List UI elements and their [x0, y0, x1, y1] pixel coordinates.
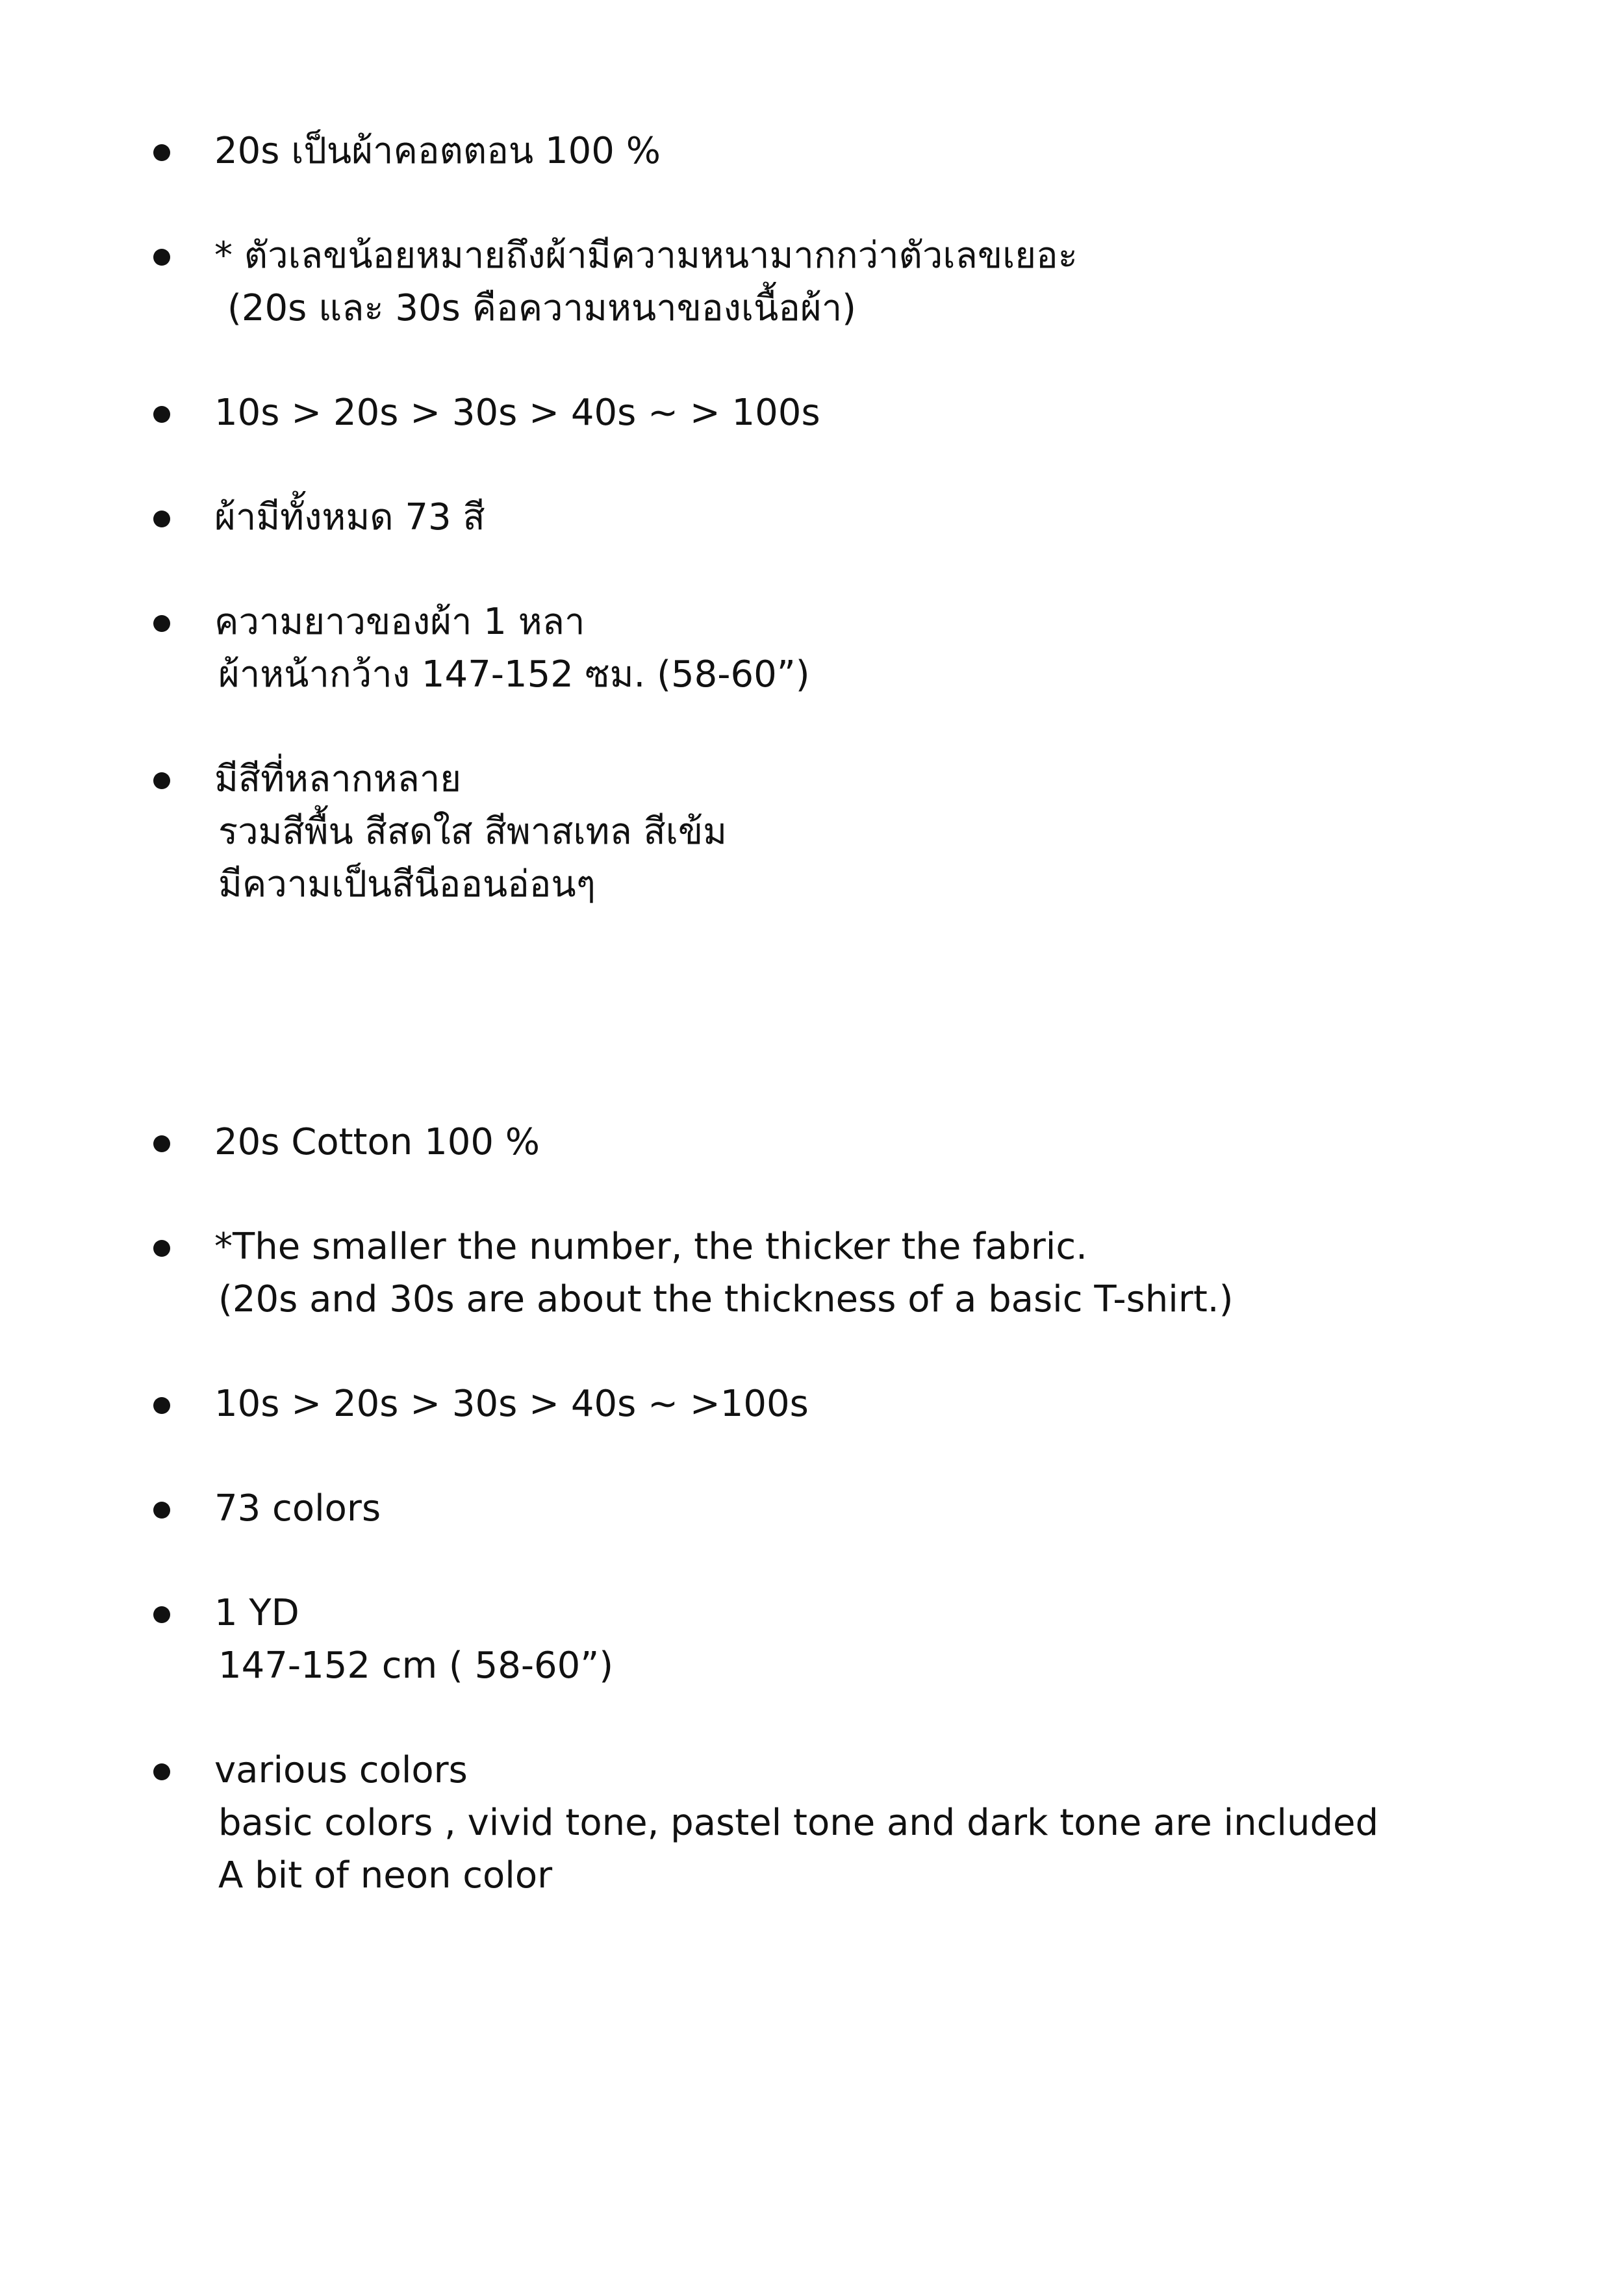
list-item-text: 1 YD — [214, 1592, 299, 1634]
list-item-text: ความยาวของผ้า 1 หลา — [214, 601, 585, 643]
list-item-text: มีความเป็นสีนีออนอ่อนๆ — [218, 863, 596, 905]
list-item — [0, 1378, 1624, 1430]
list-item — [0, 1116, 1624, 1168]
bullet-icon — [153, 1135, 170, 1152]
bullet-icon — [153, 772, 170, 789]
list-item-text: ผ้าหน้ากว้าง 147-152 ซม. (58-60”) — [218, 653, 810, 696]
list-item-text: 10s > 20s > 30s > 40s ~ > 100s — [214, 392, 820, 434]
bullet-icon — [153, 615, 170, 632]
list-item-text: (20s and 30s are about the thickness of a basic T-shirt.) — [218, 1278, 1234, 1320]
thai-bullet-list — [0, 125, 1624, 911]
list-item-text: 20s Cotton 100 % — [214, 1121, 540, 1163]
list-item-text: ผ้ามีทั้งหมด 73 สี — [214, 496, 485, 538]
english-bullet-list — [0, 1116, 1624, 1902]
list-item — [0, 1482, 1624, 1535]
list-item-text: 73 colors — [214, 1487, 381, 1530]
list-item-text: * ตัวเลขน้อยหมายถึงผ้ามีความหนามากกว่าตัวเลขเยอะ — [214, 234, 1078, 277]
list-item — [0, 229, 1624, 334]
bullet-icon — [153, 1763, 170, 1780]
list-item — [0, 1744, 1624, 1902]
list-item-text: 10s > 20s > 30s > 40s ~ >100s — [214, 1383, 809, 1425]
bullet-icon — [153, 144, 170, 161]
list-item — [0, 753, 1624, 911]
list-item-text: (20s และ 30s คือความหนาของเนื้อผ้า) — [227, 287, 857, 329]
bullet-icon — [153, 1240, 170, 1257]
list-item — [0, 1220, 1624, 1326]
list-item — [0, 125, 1624, 177]
list-item — [0, 596, 1624, 701]
list-item-text: basic colors , vivid tone, pastel tone and dark tone are included — [218, 1802, 1378, 1844]
bullet-icon — [153, 406, 170, 423]
list-item-text: 20s เป็นผ้าคอตตอน 100 % — [214, 130, 661, 172]
bullet-icon — [153, 1502, 170, 1519]
list-item-text: *The smaller the number, the thicker the fabric. — [214, 1226, 1087, 1268]
list-item-text: various colors — [214, 1749, 468, 1791]
bullet-icon — [153, 249, 170, 266]
list-item — [0, 491, 1624, 544]
list-item-text: รวมสีพื้น สีสดใส สีพาสเทล สีเข้ม — [218, 811, 728, 853]
bullet-icon — [153, 1606, 170, 1623]
list-item-text: มีสีที่หลากหลาย — [214, 758, 462, 800]
bullet-icon — [153, 1397, 170, 1414]
bullet-icon — [153, 511, 170, 527]
list-item-text: A bit of neon color — [218, 1854, 553, 1897]
list-item — [0, 386, 1624, 439]
list-item — [0, 1587, 1624, 1692]
list-item-text: 147-152 cm ( 58-60”) — [218, 1645, 614, 1687]
